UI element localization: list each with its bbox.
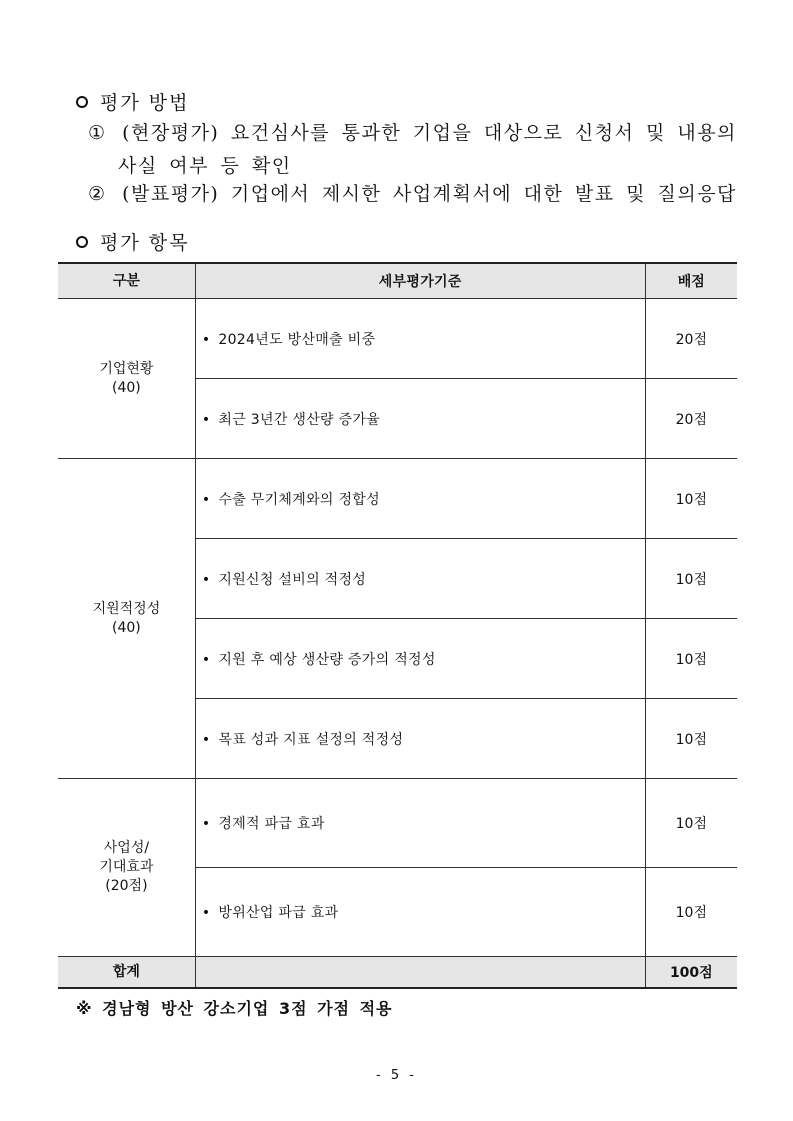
criterion-cell — [195, 699, 645, 779]
criterion-cell — [195, 539, 645, 619]
bullet-icon: • — [201, 571, 211, 588]
bonus-note: ※ 경남형 방산 강소기업 3점 가점 적용 — [76, 999, 393, 1018]
score-cell: 10점 — [645, 459, 737, 539]
criterion-cell — [195, 868, 645, 957]
score-cell: 20점 — [645, 379, 737, 459]
bullet-icon: • — [201, 411, 211, 428]
bullet-icon: • — [201, 816, 211, 832]
table-row — [58, 779, 737, 868]
total-empty-cell — [195, 957, 645, 989]
score-cell: 20점 — [645, 299, 737, 379]
criterion-cell — [195, 619, 645, 699]
bullet-icon: • — [201, 731, 211, 748]
score-cell: 10점 — [645, 619, 737, 699]
header-score: 배점 — [645, 263, 737, 299]
criterion-text: 2024년도 방산매출 비중 — [218, 331, 376, 348]
item-number: ② — [88, 183, 107, 205]
category-points: (40) — [112, 619, 141, 636]
criterion-text: 지원 후 예상 생산량 증가의 적정성 — [218, 651, 436, 668]
category-name: 사업성/ — [103, 840, 150, 856]
category-name-line2: 기대효과 — [99, 859, 154, 875]
criterion-cell — [195, 299, 645, 379]
circle-bullet-icon — [76, 96, 88, 108]
total-label: 합계 — [58, 957, 195, 989]
category-name: 지원적정성 — [92, 600, 161, 617]
criterion-text: 수출 무기체계와의 정합성 — [218, 491, 380, 508]
criterion-text: 경제적 파급 효과 — [218, 816, 325, 832]
circle-bullet-icon — [76, 236, 88, 248]
category-points: (20점) — [105, 878, 148, 894]
list-item — [88, 178, 748, 211]
list-item — [88, 117, 748, 183]
bullet-icon: • — [201, 651, 211, 668]
header-criteria: 세부평가기준 — [195, 263, 645, 299]
category-points: (40) — [112, 379, 141, 396]
category-name: 기업현황 — [99, 360, 154, 377]
table-header-row — [58, 263, 737, 299]
criterion-text: 최근 3년간 생산량 증가율 — [218, 411, 381, 428]
bullet-icon: • — [201, 331, 211, 348]
criterion-text: 목표 성과 지표 설정의 적정성 — [218, 731, 404, 748]
item-text: (발표평가) 기업에서 제시한 사업계획서에 대한 발표 및 질의응답 — [122, 183, 737, 205]
total-score: 100점 — [645, 957, 737, 989]
section-title: 평가 항목 — [100, 232, 190, 254]
score-cell: 10점 — [645, 699, 737, 779]
header-category: 구분 — [58, 263, 195, 299]
section-heading-items — [76, 228, 189, 255]
category-cell — [58, 459, 195, 779]
page-number: - 5 - — [376, 1068, 417, 1083]
bullet-icon: • — [201, 491, 211, 508]
item-text-continued: 사실 여부 등 확인 — [118, 155, 292, 177]
evaluation-table — [58, 262, 737, 989]
item-number: ① — [88, 122, 107, 144]
category-cell — [58, 299, 195, 459]
score-cell: 10점 — [645, 868, 737, 957]
criterion-cell — [195, 459, 645, 539]
bullet-icon: • — [201, 905, 211, 921]
criterion-text: 지원신청 설비의 적정성 — [218, 571, 367, 588]
criterion-cell — [195, 779, 645, 868]
criterion-cell — [195, 379, 645, 459]
table-total-row — [58, 957, 737, 989]
category-cell — [58, 779, 195, 957]
table-row — [58, 299, 737, 379]
score-cell: 10점 — [645, 539, 737, 619]
item-text: (현장평가) 요건심사를 통과한 기업을 대상으로 신청서 및 내용의 — [122, 122, 737, 144]
section-title: 평가 방법 — [100, 92, 190, 114]
score-cell: 10점 — [645, 779, 737, 868]
criterion-text: 방위산업 파급 효과 — [218, 905, 339, 921]
table-row — [58, 459, 737, 539]
section-heading-method — [76, 88, 189, 115]
